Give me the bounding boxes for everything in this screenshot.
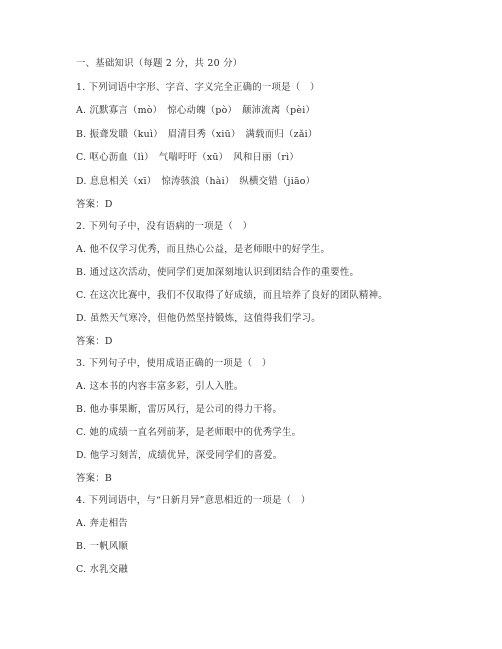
question-4-option-c: C. 水乳交融 bbox=[76, 564, 129, 575]
question-4-option-b: B. 一帆风顺 bbox=[76, 541, 129, 552]
question-3-option-a: A. 这本书的内容丰富多彩，引人入胜。 bbox=[76, 381, 244, 392]
question-2-option-d: D. 虽然天气寒冷，但他仍然坚持锻炼，这值得我们学习。 bbox=[76, 313, 321, 324]
question-3-option-c: C. 她的成绩一直名列前茅，是老师眼中的优秀学生。 bbox=[76, 427, 302, 438]
question-2-answer: 答案：D bbox=[76, 336, 113, 347]
question-2-option-a: A. 他不仅学习优秀，而且热心公益，是老师眼中的好学生。 bbox=[76, 244, 331, 255]
question-2-option-b: B. 通过这次活动，使同学们更加深刻地认识到团结合作的重要性。 bbox=[76, 267, 360, 278]
question-3-option-b: B. 他办事果断，雷厉风行，是公司的得力干将。 bbox=[76, 404, 283, 415]
question-3-answer: 答案：B bbox=[76, 473, 113, 484]
question-4-option-a: A. 奔走相告 bbox=[76, 518, 128, 529]
question-3-option-d: D. 他学习刻苦，成绩优异，深受同学们的喜爱。 bbox=[76, 450, 283, 461]
question-3-stem: 3. 下列句子中，使用成语正确的一项是（ ） bbox=[76, 358, 272, 369]
question-1-option-d: D. 息息相关（xī） 惊涛骇浪（hài） 纵横交错（jiāo） bbox=[76, 176, 316, 187]
question-1-option-c: C. 呕心沥血（lì） 气喘吁吁（xū） 风和日丽（rì） bbox=[76, 152, 299, 163]
section-title: 一、基础知识（每题 2 分，共 20 分） bbox=[76, 58, 243, 69]
question-1-option-a: A. 沉默寡言（mò） 惊心动魄（pò） 颠沛流离（pèi） bbox=[76, 105, 316, 116]
question-1-option-b: B. 振聋发聩（kuì） 眉清目秀（xiū） 满载而归（zǎi） bbox=[76, 129, 318, 140]
question-2-stem: 2. 下列句子中，没有语病的一项是（ ） bbox=[76, 221, 253, 232]
question-2-option-c: C. 在这次比赛中，我们不仅取得了好成绩，而且培养了良好的团队精神。 bbox=[76, 290, 388, 301]
question-1-stem: 1. 下列词语中字形、字音、字义完全正确的一项是（ ） bbox=[76, 82, 320, 93]
question-1-answer: 答案：D bbox=[76, 199, 113, 210]
question-4-stem: 4. 下列词语中，与“日新月异”意思相近的一项是（ ） bbox=[76, 495, 311, 506]
